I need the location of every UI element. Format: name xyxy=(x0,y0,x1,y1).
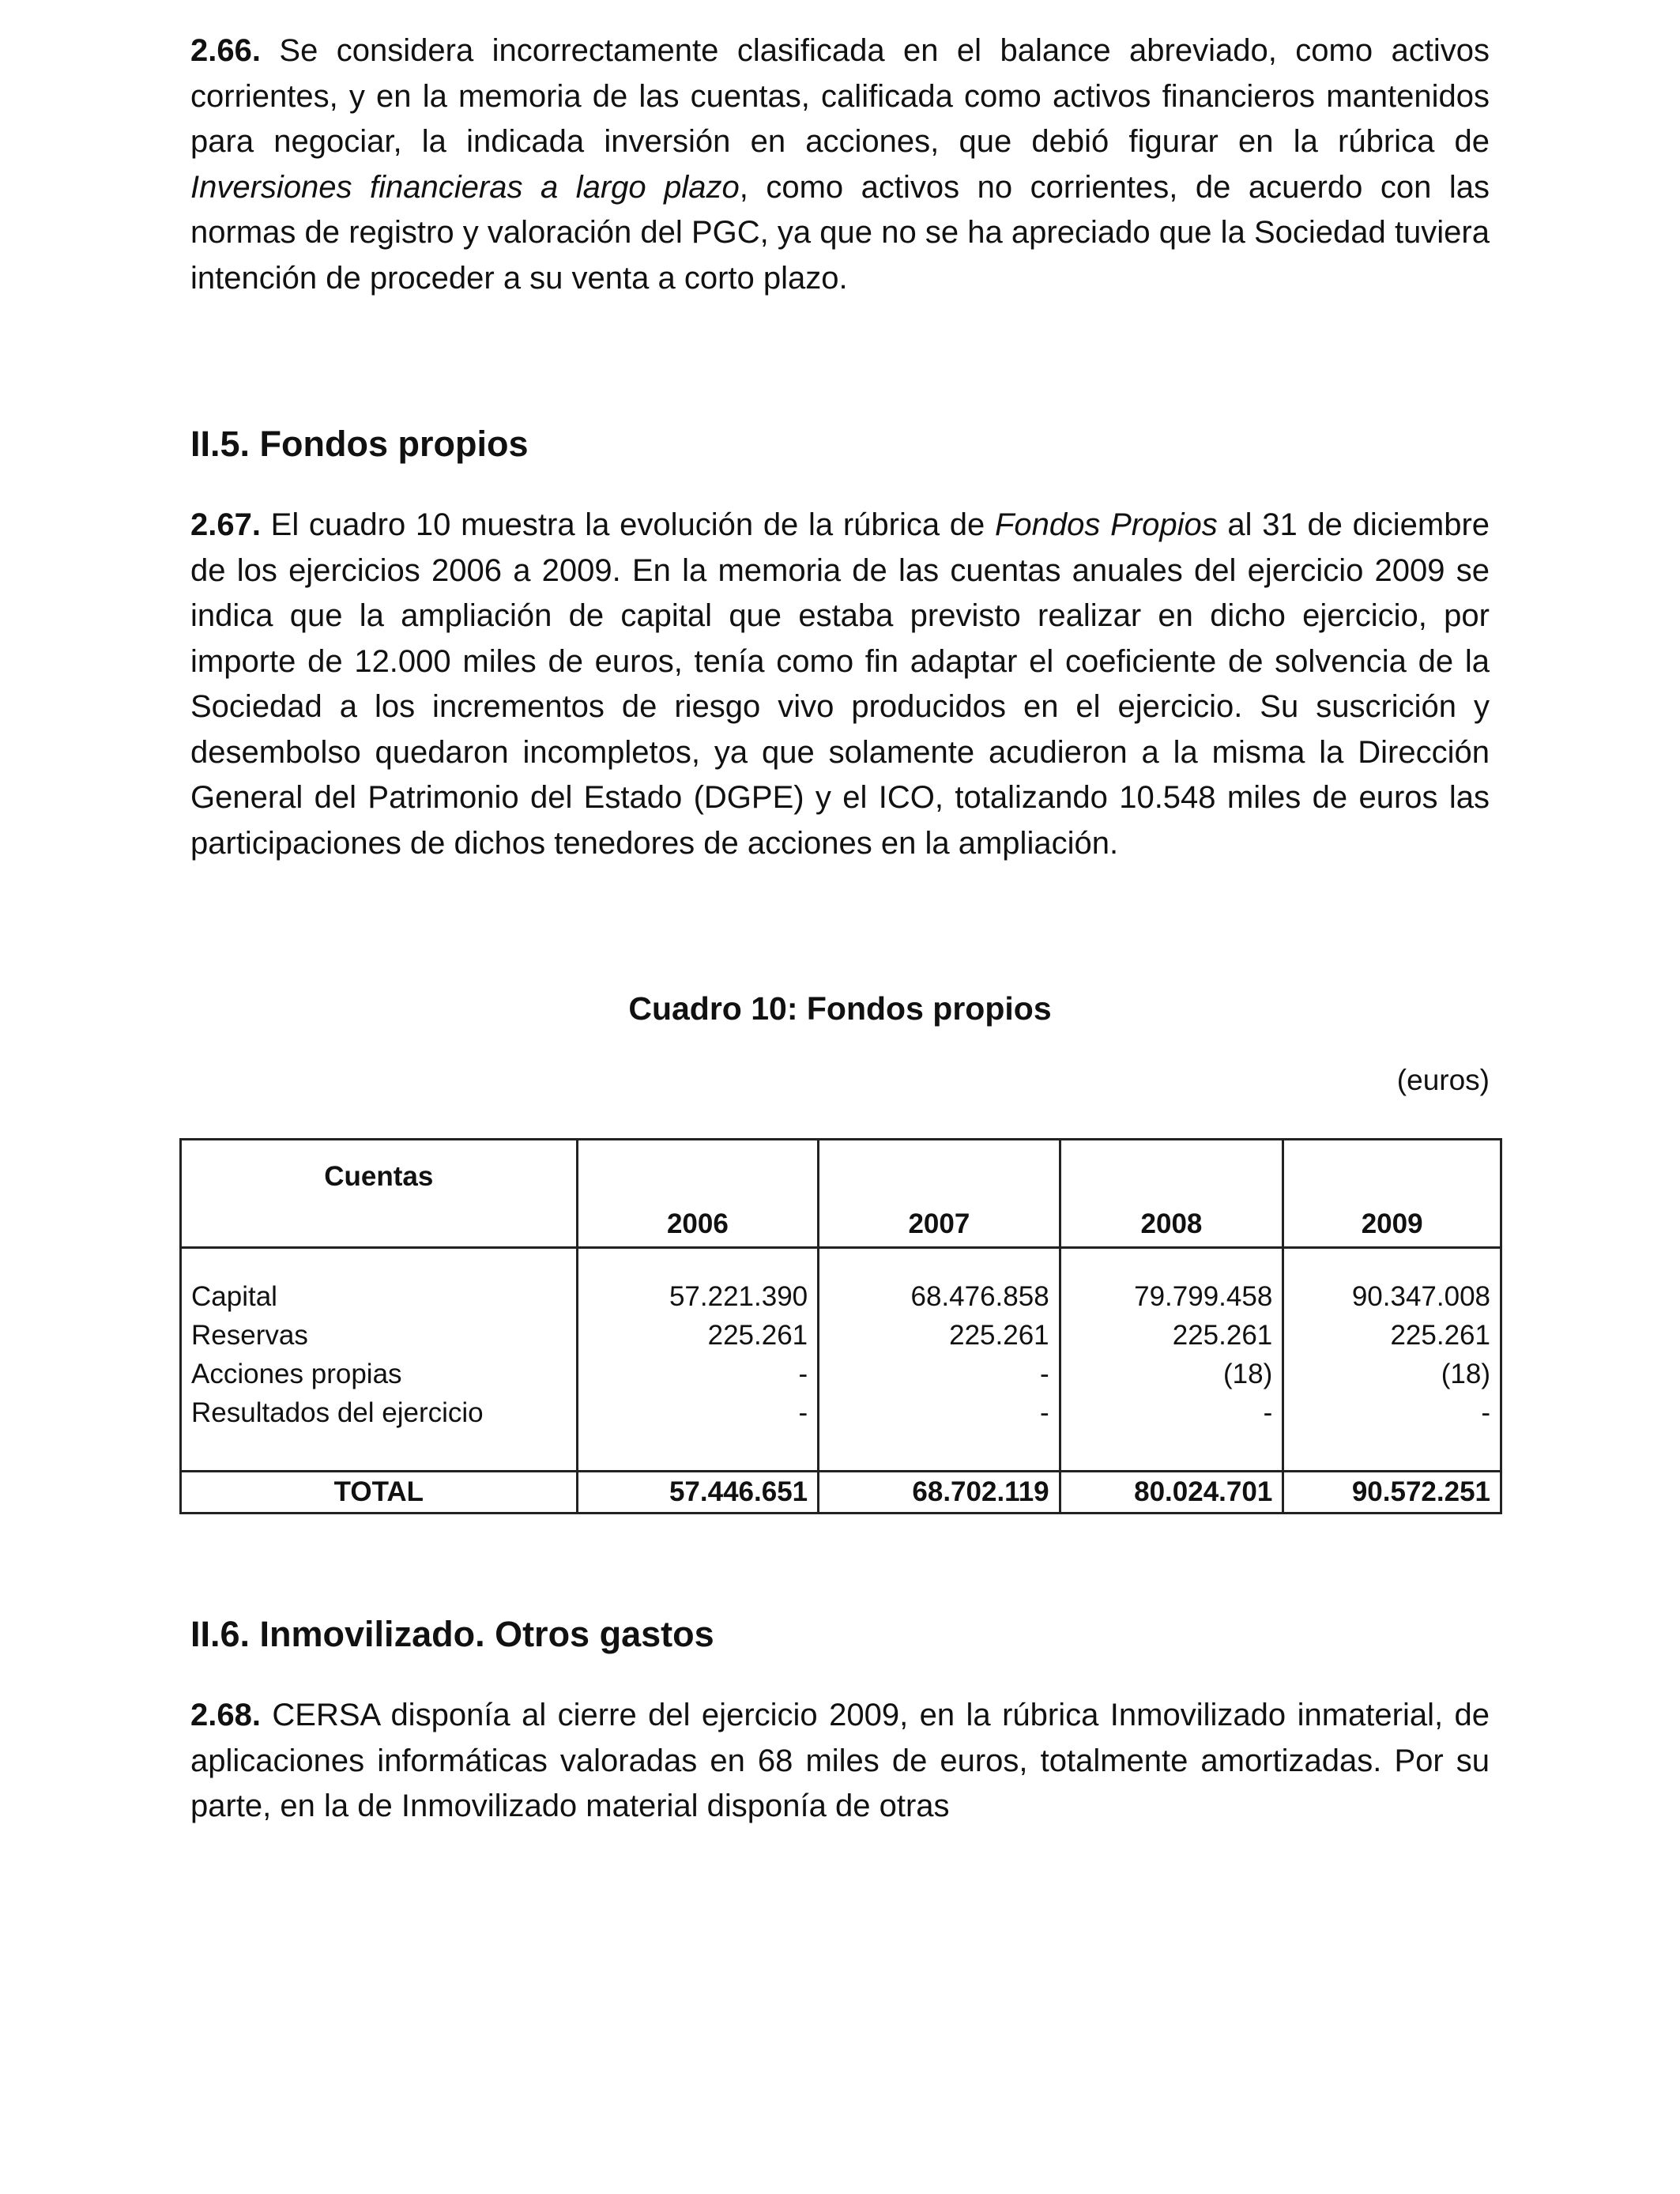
table-title: Cuadro 10: Fondos propios xyxy=(628,990,1052,1027)
table-cell: 57.221.390 xyxy=(577,1248,819,1317)
paragraph-number: 2.68. xyxy=(190,1698,261,1732)
table-cell: (18) xyxy=(1283,1355,1501,1393)
table-cell: 225.261 xyxy=(577,1316,819,1355)
paragraph-2-67: 2.67. El cuadro 10 muestra la evolución de la rúbrica de Fondos Propios al 31 de diciembre de los ejercicios 2006 a 2009. En la memoria de las cuentas anuales del ejercicio 2009 se indica que la ampliación de capital que estaba previsto realizar en dicho ejercicio, por importe de 12.000 miles de euros, tenía como fin adaptar el coeficiente de solvencia de la Sociedad a los incrementos de riesgo vivo producidos en el ejercicio. Su suscrición y desembolso quedaron incompletos, ya que solamente acudieron a la misma la Dirección General del Patrimonio del Estado (DGPE) y el ICO, totalizando 10.548 miles de euros las participaciones de dichos tenedores de acciones en la ampliación. xyxy=(190,507,1490,861)
table-cell: - xyxy=(819,1355,1060,1393)
column-header: Cuentas xyxy=(181,1140,578,1248)
column-header: 2006 xyxy=(577,1140,819,1248)
column-header: 2009 xyxy=(1283,1140,1501,1248)
table-cell: 90.347.008 xyxy=(1283,1248,1501,1317)
paragraph-2-68: 2.68. CERSA disponía al cierre del ejercicio 2009, en la rúbrica Inmovilizado inmaterial, de aplicaciones informáticas valoradas en 68 miles de euros, totalmente amortizadas. Por su parte, en la de Inmovilizado material disponía de otras xyxy=(190,1698,1490,1823)
total-cell: 80.024.701 xyxy=(1060,1472,1283,1514)
table-cell: - xyxy=(1060,1393,1283,1472)
row-label: Capital xyxy=(181,1248,578,1317)
table-cell: - xyxy=(577,1393,819,1472)
paragraph-number: 2.66. xyxy=(190,33,261,68)
table-row xyxy=(181,1248,1501,1317)
table-header-row xyxy=(181,1140,1501,1248)
row-label: Resultados del ejercicio xyxy=(181,1393,578,1472)
table-cell: (18) xyxy=(1060,1355,1283,1393)
table-cell: 225.261 xyxy=(1060,1316,1283,1355)
table-units: (euros) xyxy=(1396,1064,1490,1096)
row-label: Reservas xyxy=(181,1316,578,1355)
table-row xyxy=(181,1393,1501,1472)
table-cell: - xyxy=(819,1393,1060,1472)
table-total-row xyxy=(181,1472,1501,1514)
total-cell: 57.446.651 xyxy=(577,1472,819,1514)
paragraph-number: 2.67. xyxy=(190,507,261,542)
table-cell: 225.261 xyxy=(1283,1316,1501,1355)
total-cell: 68.702.119 xyxy=(819,1472,1060,1514)
paragraph-2-66: 2.66. Se considera incorrectamente clasificada en el balance abreviado, como activos corrientes, y en la memoria de las cuentas, calificada como activos financieros mantenidos para negociar, la indicada inversión en acciones, que debió figurar en la rúbrica de Inversiones financieras a largo plazo, como activos no corrientes, de acuerdo con las normas de registro y valoración del PGC, ya que no se ha apreciado que la Sociedad tuviera intención de proceder a su venta a corto plazo. xyxy=(190,33,1490,296)
column-header: 2008 xyxy=(1060,1140,1283,1248)
total-cell: 90.572.251 xyxy=(1283,1472,1501,1514)
table-cell: - xyxy=(1283,1393,1501,1472)
table-row xyxy=(181,1355,1501,1393)
table-row xyxy=(181,1316,1501,1355)
column-header: 2007 xyxy=(819,1140,1060,1248)
fondos-propios-table xyxy=(179,1138,1502,1514)
total-label: TOTAL xyxy=(181,1472,578,1514)
section-heading-inmovilizado: II.6. Inmovilizado. Otros gastos xyxy=(190,1614,714,1654)
row-label: Acciones propias xyxy=(181,1355,578,1393)
table-cell: 68.476.858 xyxy=(819,1248,1060,1317)
table-cell: - xyxy=(577,1355,819,1393)
table-cell: 225.261 xyxy=(819,1316,1060,1355)
section-heading-fondos-propios: II.5. Fondos propios xyxy=(190,424,529,464)
table-cell: 79.799.458 xyxy=(1060,1248,1283,1317)
